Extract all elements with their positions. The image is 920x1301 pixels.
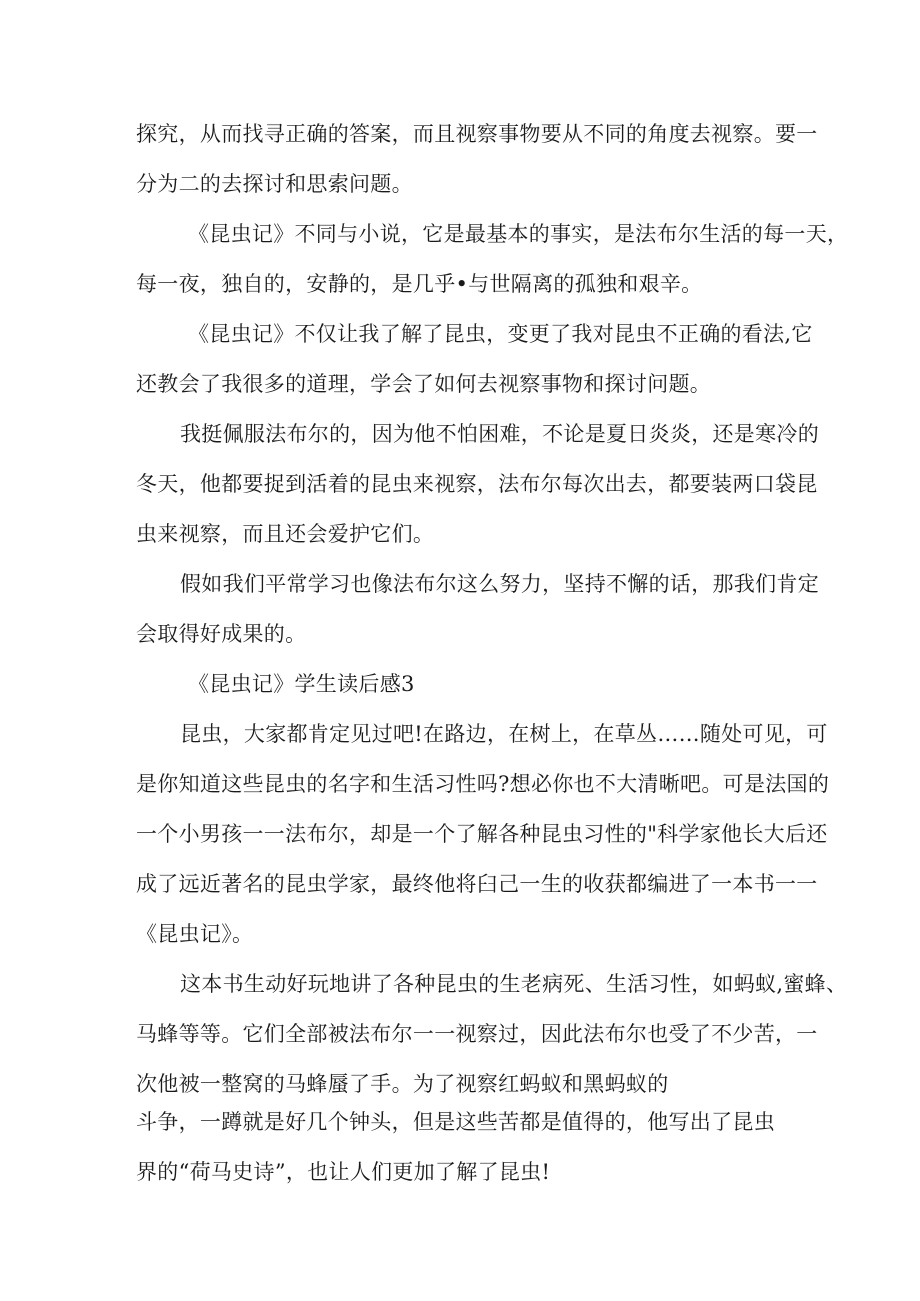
text-line: 每一夜，独自的，安静的，是几乎•与世隔离的孤独和艰辛。 [136,272,703,296]
text-line: 假如我们平常学习也像法布尔这么努力，坚持不懈的话，那我们肯定 [180,572,819,596]
text-line: 次他被一整窝的马蜂蜃了手。为了视察红蚂蚁和黑蚂蚁的 [136,1072,669,1096]
text-line: 还教会了我很多的道理，学会了如何去视察事物和探讨问题。 [136,372,712,396]
text-line: 《昆虫记》。 [136,922,254,946]
text-line: 这本书生动好玩地讲了各种昆虫的生老病死、生活习性，如蚂蚁,蜜蜂、 [180,972,848,996]
text-line: 斗争，一蹲就是好几个钟头，但是这些苦都是值得的，他写出了昆虫 [136,1110,775,1134]
text-line: 成了远近著名的昆虫学家，最终他将臼己一生的收获都编进了一本书一一 [136,872,818,896]
text-line: 是你知道这些昆虫的名字和生活习性吗?想必你也不大清晰吧。可是法国的 [136,772,830,796]
text-line: 一个小男孩一一法布尔，却是一个了解各种昆虫习性的"科学家他长大后还 [136,822,828,846]
text-line: 会取得好成果的。 [136,622,307,646]
text-line: 马蜂等等。它们全部被法布尔一一视察过，因此法布尔也受了不少苦，一 [136,1022,818,1046]
text-line: 探究，从而找寻正确的答案，而且视察事物要从不同的角度去视察。要一 [136,122,818,146]
text-line: 分为二的去探讨和思索问题。 [136,172,413,196]
section-heading: 《昆虫记》学生读后感3 [188,672,415,696]
text-line: 《昆虫记》不同与小说，它是最基本的事实，是法布尔生活的每一天， [188,222,849,246]
text-line: 冬天，他都要捉到活着的昆虫来视察，法布尔每次出去，都要装两口袋昆 [136,472,818,496]
text-line: 《昆虫记》不仅让我了解了昆虫，变更了我对昆虫不正确的看法,它 [188,322,813,346]
text-line: 我挺佩服法布尔的，因为他不怕困难，不论是夏日炎炎，还是寒冷的 [180,422,819,446]
text-line: 昆虫，大家都肯定见过吧!在路边，在树上，在草丛……随处可见，可 [180,722,828,746]
text-line: 界的“荷马史诗”，也让人们更加了解了昆虫! [136,1160,551,1184]
text-line: 虫来视察，而且还会爱护它们。 [136,522,435,546]
